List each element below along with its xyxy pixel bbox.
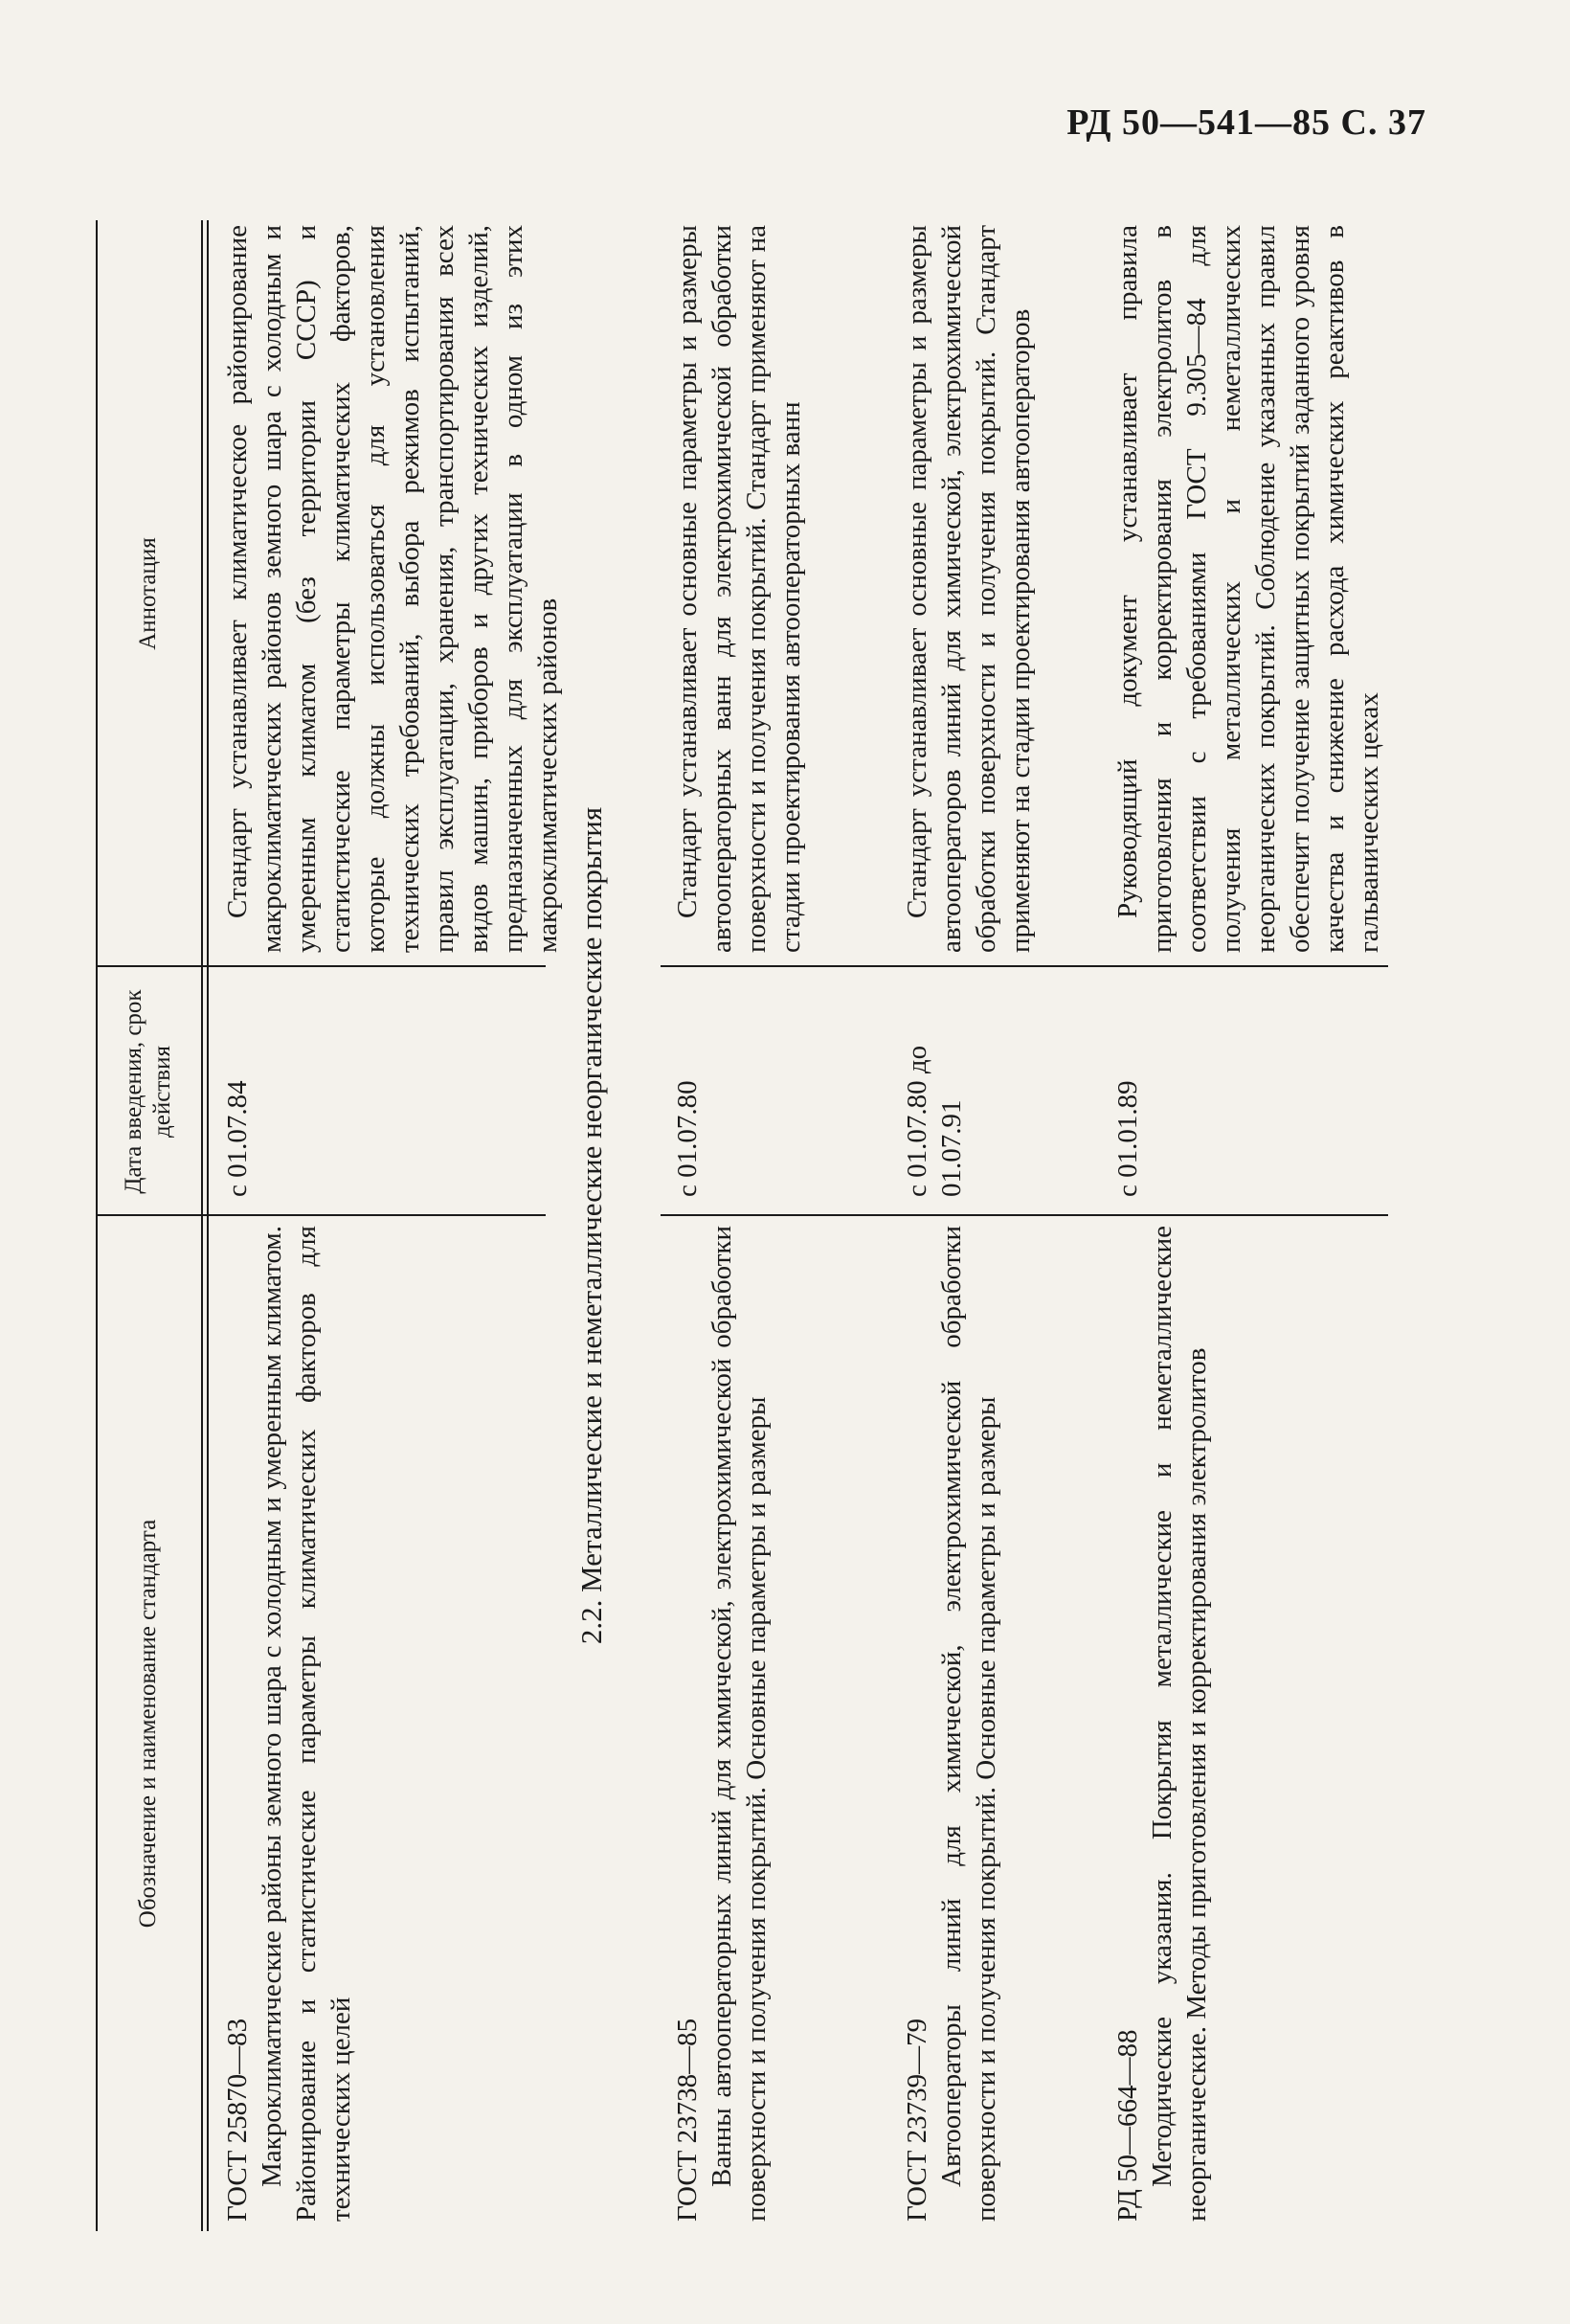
row1-name: Макроклиматические районы земного шара с холодным и умеренным климатом. Районирование и статистические параметры климатических факторов для технических целей: [257, 1226, 356, 2222]
row2-designation: [670, 1226, 774, 2222]
row3-designation: [900, 1226, 1003, 2222]
col-divider-2-bottom: [661, 965, 1388, 967]
header-rule: [201, 220, 203, 2231]
row4-code: РД 50—664—88: [1112, 2029, 1143, 2222]
standards-table: [96, 220, 1474, 2231]
table-top-rule: [96, 220, 98, 2231]
row2-date: с 01.07.80: [672, 1080, 703, 1197]
header-rule-double: [207, 220, 209, 2231]
row3-code: ГОСТ 23739—79: [902, 2018, 932, 2222]
rotated-table: [96, 220, 1474, 2231]
header-designation: Обозначение и наименование стандарта: [135, 1519, 161, 1929]
section-title: 2.2. Металлические и неметаллические неорганические покрытия: [574, 806, 608, 1645]
row4-annotation: Руководящий документ устанавливает правила приготовления и корректирования электролитов в соответствии с требованиями ГОСТ 9.305—84 для получения металлических и неметаллических неорганических покрытий. Соблюдение указанных правил обеспечит получение защитных покрытий заданного уровня качества и снижение расхода химических реактивов в гальванических цехах: [1112, 225, 1384, 953]
header-annotation: Аннотация: [135, 537, 161, 650]
col-divider-1-top: [96, 1214, 546, 1216]
row1-code: ГОСТ 25870—83: [222, 2018, 253, 2222]
row3-name: Автооператоры линий для химической, электрохимической обработки поверхности и получения покрытий. Основные параметры и размеры: [936, 1226, 1001, 2222]
col-divider-1-bottom: [661, 1214, 1388, 1216]
row2-annotation: Стандарт устанавливает основные параметры и размеры автооператорных ванн для электрохимической обработки поверхности и получения покрытий. Стандарт применяют на стадии проектирования автооператорных ванн: [672, 225, 806, 953]
row3-date: с 01.07.80 до 01.07.91: [902, 1045, 967, 1197]
row1-annotation: Стандарт устанавливает климатическое районирование макроклиматических районов земного шара с холодным и умеренным климатом (без территории СССР) и статистические параметры климатических факторов, которые должны использоваться для установления технических требований, выбора режимов испытаний, правил эксплуатации, хранения, транспортирования всех видов машин, приборов и других технических изделий, предназначенных для эксплуатации в одном из этих макроклиматических районов: [222, 225, 563, 953]
row1-date: с 01.07.84: [222, 1080, 253, 1197]
row3-annotation: Стандарт устанавливает основные параметры и размеры автооператоров линий для химической, электрохимической обработки поверхности и получения покрытий. Стандарт применяют на стадии проектирования автооператоров: [902, 225, 1036, 953]
row2-name: Ванны автооператорных линий для химической, электрохимической обработки поверхности и получения покрытий. Основные параметры и размеры: [706, 1226, 772, 2222]
row2-code: ГОСТ 23738—85: [672, 2018, 703, 2222]
col-divider-2-top: [96, 965, 546, 967]
page-header: РД 50—541—85 С. 37: [1066, 102, 1426, 143]
row1-designation: [220, 1226, 358, 2222]
header-date: Дата введения, срок действия: [121, 989, 175, 1194]
row4-date: с 01.01.89: [1112, 1080, 1143, 1197]
row4-name: Методические указания. Покрытия металлические и неметаллические неорганические. Методы приготовления и корректирования электролитов: [1147, 1226, 1212, 2222]
row4-designation: [1110, 1226, 1214, 2222]
